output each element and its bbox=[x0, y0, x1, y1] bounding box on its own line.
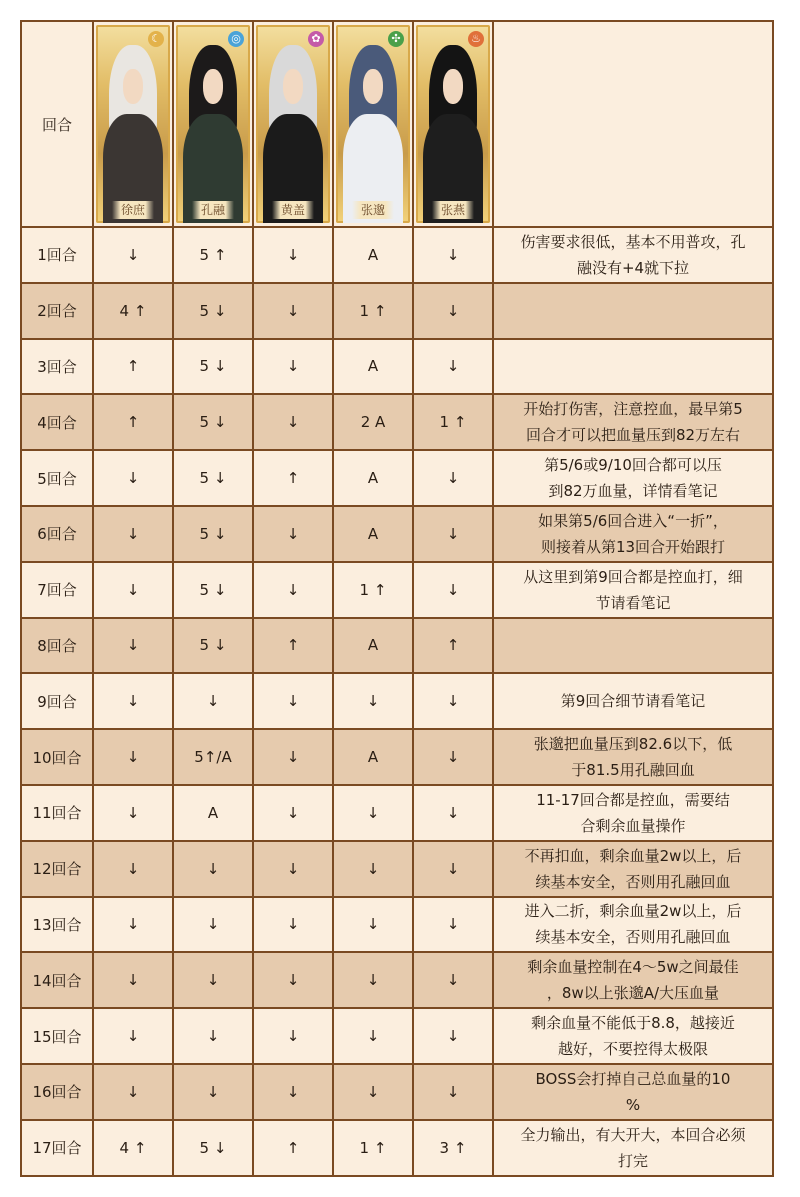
portrait-huanggai bbox=[256, 25, 330, 223]
action-cell: ↓ bbox=[253, 841, 333, 897]
action-cell: ↓ bbox=[333, 1008, 413, 1064]
note-line: 第5/6或9/10回合都可以压 bbox=[544, 456, 722, 475]
note-line: 于81.5用孔融回血 bbox=[571, 761, 695, 780]
note-line: 伤害要求很低，基本不用普攻，孔 bbox=[520, 232, 746, 251]
note-line: 打完 bbox=[617, 1151, 648, 1170]
note-header bbox=[493, 21, 773, 227]
action-cell: ↑ bbox=[93, 394, 173, 450]
note-line: 进入二折，剩余血量2w以上，后 bbox=[524, 902, 742, 921]
action-cell: ↓ bbox=[333, 785, 413, 841]
action-cell: ↓ bbox=[173, 952, 253, 1008]
note-line: 回合才可以把血量压到82万左右 bbox=[525, 426, 741, 445]
note-line: 全力输出，有大开大，本回合必须 bbox=[520, 1125, 746, 1144]
action-cell: ↓ bbox=[253, 1008, 333, 1064]
action-cell: ↓ bbox=[93, 506, 173, 562]
round-header: 回合 bbox=[21, 21, 93, 227]
action-cell: ↓ bbox=[253, 506, 333, 562]
note-cell bbox=[493, 729, 773, 785]
note-line: 合剩余血量操作 bbox=[580, 816, 686, 835]
action-cell: A bbox=[333, 618, 413, 674]
table-row bbox=[21, 394, 773, 450]
note-cell bbox=[493, 339, 773, 395]
table-row bbox=[21, 729, 773, 785]
action-cell: 5 ↓ bbox=[173, 506, 253, 562]
note-cell bbox=[493, 1008, 773, 1064]
table-row bbox=[21, 283, 773, 339]
note-line: 越好，不要控得太极限 bbox=[557, 1040, 708, 1059]
action-cell: ↓ bbox=[93, 897, 173, 953]
table-row bbox=[21, 618, 773, 674]
action-cell: ↓ bbox=[333, 673, 413, 729]
round-cell: 12回合 bbox=[21, 841, 93, 897]
swirl-icon: ◎ bbox=[228, 31, 244, 47]
note-line: 张邈把血量压到82.6以下，低 bbox=[533, 735, 733, 754]
note-line: BOSS会打掉自己总血量的10 bbox=[535, 1069, 731, 1088]
note-cell bbox=[493, 394, 773, 450]
portrait-xushu bbox=[96, 25, 170, 223]
action-cell: ↓ bbox=[93, 618, 173, 674]
action-cell: ↓ bbox=[413, 283, 493, 339]
action-cell: ↓ bbox=[413, 841, 493, 897]
action-cell: 5 ↓ bbox=[173, 283, 253, 339]
action-cell: ↓ bbox=[253, 673, 333, 729]
table-row bbox=[21, 952, 773, 1008]
action-cell: ↓ bbox=[93, 729, 173, 785]
note-line: 剩余血量不能低于8.8，越接近 bbox=[531, 1014, 735, 1033]
portrait-zhangmiao bbox=[336, 25, 410, 223]
note-line: 开始打伤害，注意控血，最早第5 bbox=[523, 400, 743, 419]
action-cell: 1 ↑ bbox=[413, 394, 493, 450]
note-line: 续基本安全，否则用孔融回血 bbox=[535, 928, 731, 947]
note-cell bbox=[493, 785, 773, 841]
note-line: 续基本安全，否则用孔融回血 bbox=[535, 872, 731, 891]
note-cell bbox=[493, 1064, 773, 1120]
action-cell: 4 ↑ bbox=[93, 283, 173, 339]
action-cell: 5 ↓ bbox=[173, 1120, 253, 1176]
action-cell: ↓ bbox=[93, 785, 173, 841]
table-row bbox=[21, 841, 773, 897]
action-cell: ↓ bbox=[333, 952, 413, 1008]
action-cell: ↓ bbox=[173, 841, 253, 897]
action-cell: 1 ↑ bbox=[333, 283, 413, 339]
note-cell bbox=[493, 897, 773, 953]
face-shape bbox=[443, 69, 464, 105]
table-row bbox=[21, 450, 773, 506]
action-cell: ↓ bbox=[253, 897, 333, 953]
action-cell: ↓ bbox=[413, 562, 493, 618]
round-cell: 9回合 bbox=[21, 673, 93, 729]
action-cell: 5 ↓ bbox=[173, 562, 253, 618]
action-cell: ↓ bbox=[413, 897, 493, 953]
note-line: 融没有+4就下拉 bbox=[576, 258, 690, 277]
action-cell: ↑ bbox=[93, 339, 173, 395]
action-cell: ↓ bbox=[413, 785, 493, 841]
face-shape bbox=[363, 69, 384, 105]
action-cell: ↓ bbox=[93, 450, 173, 506]
note-cell bbox=[493, 673, 773, 729]
round-cell: 3回合 bbox=[21, 339, 93, 395]
note-line: 到82万血量，详情看笔记 bbox=[548, 482, 718, 501]
action-cell: ↓ bbox=[93, 841, 173, 897]
action-cell: A bbox=[333, 227, 413, 283]
table-row bbox=[21, 506, 773, 562]
action-cell: 4 ↑ bbox=[93, 1120, 173, 1176]
character-name: 孔融 bbox=[192, 201, 233, 219]
action-cell: ↓ bbox=[93, 562, 173, 618]
note-cell bbox=[493, 227, 773, 283]
round-cell: 15回合 bbox=[21, 1008, 93, 1064]
table-row bbox=[21, 785, 773, 841]
action-cell: ↓ bbox=[413, 339, 493, 395]
note-cell bbox=[493, 841, 773, 897]
action-cell: ↓ bbox=[413, 1008, 493, 1064]
note-line: 11-17回合都是控血，需要结 bbox=[536, 790, 730, 809]
action-cell: ↓ bbox=[173, 673, 253, 729]
action-cell: ↓ bbox=[413, 1064, 493, 1120]
action-cell: ↓ bbox=[253, 729, 333, 785]
round-cell: 13回合 bbox=[21, 897, 93, 953]
wind-icon: ✣ bbox=[388, 31, 404, 47]
action-cell: A bbox=[173, 785, 253, 841]
note-cell bbox=[493, 952, 773, 1008]
note-cell bbox=[493, 618, 773, 674]
table-row bbox=[21, 673, 773, 729]
action-cell: ↓ bbox=[253, 227, 333, 283]
character-header-zhangyan bbox=[413, 21, 493, 227]
round-cell: 14回合 bbox=[21, 952, 93, 1008]
note-line: 则接着从第13回合开始跟打 bbox=[540, 537, 726, 556]
note-line: 节请看笔记 bbox=[595, 593, 671, 612]
character-header-huanggai bbox=[253, 21, 333, 227]
action-cell: ↓ bbox=[253, 394, 333, 450]
moon-icon: ☾ bbox=[148, 31, 164, 47]
action-cell: 5 ↑ bbox=[173, 227, 253, 283]
action-cell: A bbox=[333, 506, 413, 562]
table-row bbox=[21, 1008, 773, 1064]
action-cell: 1 ↑ bbox=[333, 562, 413, 618]
action-cell: 5 ↓ bbox=[173, 618, 253, 674]
action-cell: ↓ bbox=[333, 897, 413, 953]
action-cell: ↓ bbox=[173, 897, 253, 953]
round-strategy-table bbox=[20, 20, 774, 1177]
action-cell: A bbox=[333, 729, 413, 785]
action-cell: ↓ bbox=[173, 1064, 253, 1120]
action-cell: 5 ↓ bbox=[173, 450, 253, 506]
action-cell: ↓ bbox=[173, 1008, 253, 1064]
table-row bbox=[21, 562, 773, 618]
round-cell: 16回合 bbox=[21, 1064, 93, 1120]
note-line: 不再扣血，剩余血量2w以上，后 bbox=[524, 846, 742, 865]
action-cell: ↑ bbox=[253, 450, 333, 506]
action-cell: ↓ bbox=[413, 506, 493, 562]
action-cell: ↑ bbox=[253, 1120, 333, 1176]
character-name: 张燕 bbox=[432, 201, 473, 219]
action-cell: 5 ↓ bbox=[173, 394, 253, 450]
note-cell bbox=[493, 450, 773, 506]
round-cell: 6回合 bbox=[21, 506, 93, 562]
face-shape bbox=[283, 69, 304, 105]
portrait-zhangyan bbox=[416, 25, 490, 223]
flame-icon: ♨ bbox=[468, 31, 484, 47]
round-cell: 17回合 bbox=[21, 1120, 93, 1176]
note-line: % bbox=[625, 1095, 641, 1114]
round-cell: 10回合 bbox=[21, 729, 93, 785]
action-cell: ↓ bbox=[253, 785, 333, 841]
action-cell: ↑ bbox=[413, 618, 493, 674]
action-cell: A bbox=[333, 339, 413, 395]
action-cell: ↓ bbox=[93, 227, 173, 283]
action-cell: ↓ bbox=[413, 729, 493, 785]
table-row bbox=[21, 227, 773, 283]
table-row bbox=[21, 897, 773, 953]
character-header-kongrong bbox=[173, 21, 253, 227]
action-cell: ↓ bbox=[253, 1064, 333, 1120]
table-row bbox=[21, 1064, 773, 1120]
action-cell: 5 ↓ bbox=[173, 339, 253, 395]
action-cell: ↓ bbox=[93, 1064, 173, 1120]
table-row bbox=[21, 339, 773, 395]
note-line: 如果第5/6回合进入“一折”， bbox=[538, 511, 728, 530]
note-cell bbox=[493, 283, 773, 339]
action-cell: ↓ bbox=[413, 952, 493, 1008]
action-cell: ↑ bbox=[253, 618, 333, 674]
action-cell: ↓ bbox=[413, 673, 493, 729]
action-cell: ↓ bbox=[93, 952, 173, 1008]
action-cell: ↓ bbox=[413, 227, 493, 283]
round-cell: 7回合 bbox=[21, 562, 93, 618]
table-row bbox=[21, 1120, 773, 1176]
action-cell: ↓ bbox=[93, 673, 173, 729]
note-line: ，8w以上张邈A/大压血量 bbox=[546, 984, 720, 1003]
round-cell: 1回合 bbox=[21, 227, 93, 283]
action-cell: ↓ bbox=[253, 952, 333, 1008]
round-cell: 5回合 bbox=[21, 450, 93, 506]
action-cell: ↓ bbox=[93, 1008, 173, 1064]
action-cell: ↓ bbox=[253, 562, 333, 618]
character-header-zhangmiao bbox=[333, 21, 413, 227]
strategy-table-wrapper bbox=[20, 20, 774, 1177]
round-cell: 8回合 bbox=[21, 618, 93, 674]
action-cell: ↓ bbox=[333, 841, 413, 897]
action-cell: A bbox=[333, 450, 413, 506]
round-cell: 2回合 bbox=[21, 283, 93, 339]
header-row bbox=[21, 21, 773, 227]
note-cell bbox=[493, 1120, 773, 1176]
round-cell: 4回合 bbox=[21, 394, 93, 450]
character-name: 张邈 bbox=[352, 201, 393, 219]
round-cell: 11回合 bbox=[21, 785, 93, 841]
note-cell bbox=[493, 506, 773, 562]
face-shape bbox=[203, 69, 224, 105]
action-cell: 2 A bbox=[333, 394, 413, 450]
note-cell bbox=[493, 562, 773, 618]
note-line: 从这里到第9回合都是控血打，细 bbox=[523, 567, 743, 586]
character-name: 徐庶 bbox=[112, 201, 153, 219]
portrait-kongrong bbox=[176, 25, 250, 223]
lotus-icon: ✿ bbox=[308, 31, 324, 47]
note-line: 第9回合细节请看笔记 bbox=[560, 692, 706, 711]
note-line: 剩余血量控制在4～5w之间最佳 bbox=[527, 958, 739, 977]
action-cell: 3 ↑ bbox=[413, 1120, 493, 1176]
action-cell: ↓ bbox=[253, 339, 333, 395]
face-shape bbox=[123, 69, 144, 105]
action-cell: ↓ bbox=[413, 450, 493, 506]
action-cell: ↓ bbox=[253, 283, 333, 339]
action-cell: 5↑/A bbox=[173, 729, 253, 785]
character-header-xushu bbox=[93, 21, 173, 227]
character-name: 黄盖 bbox=[272, 201, 313, 219]
action-cell: 1 ↑ bbox=[333, 1120, 413, 1176]
action-cell: ↓ bbox=[333, 1064, 413, 1120]
